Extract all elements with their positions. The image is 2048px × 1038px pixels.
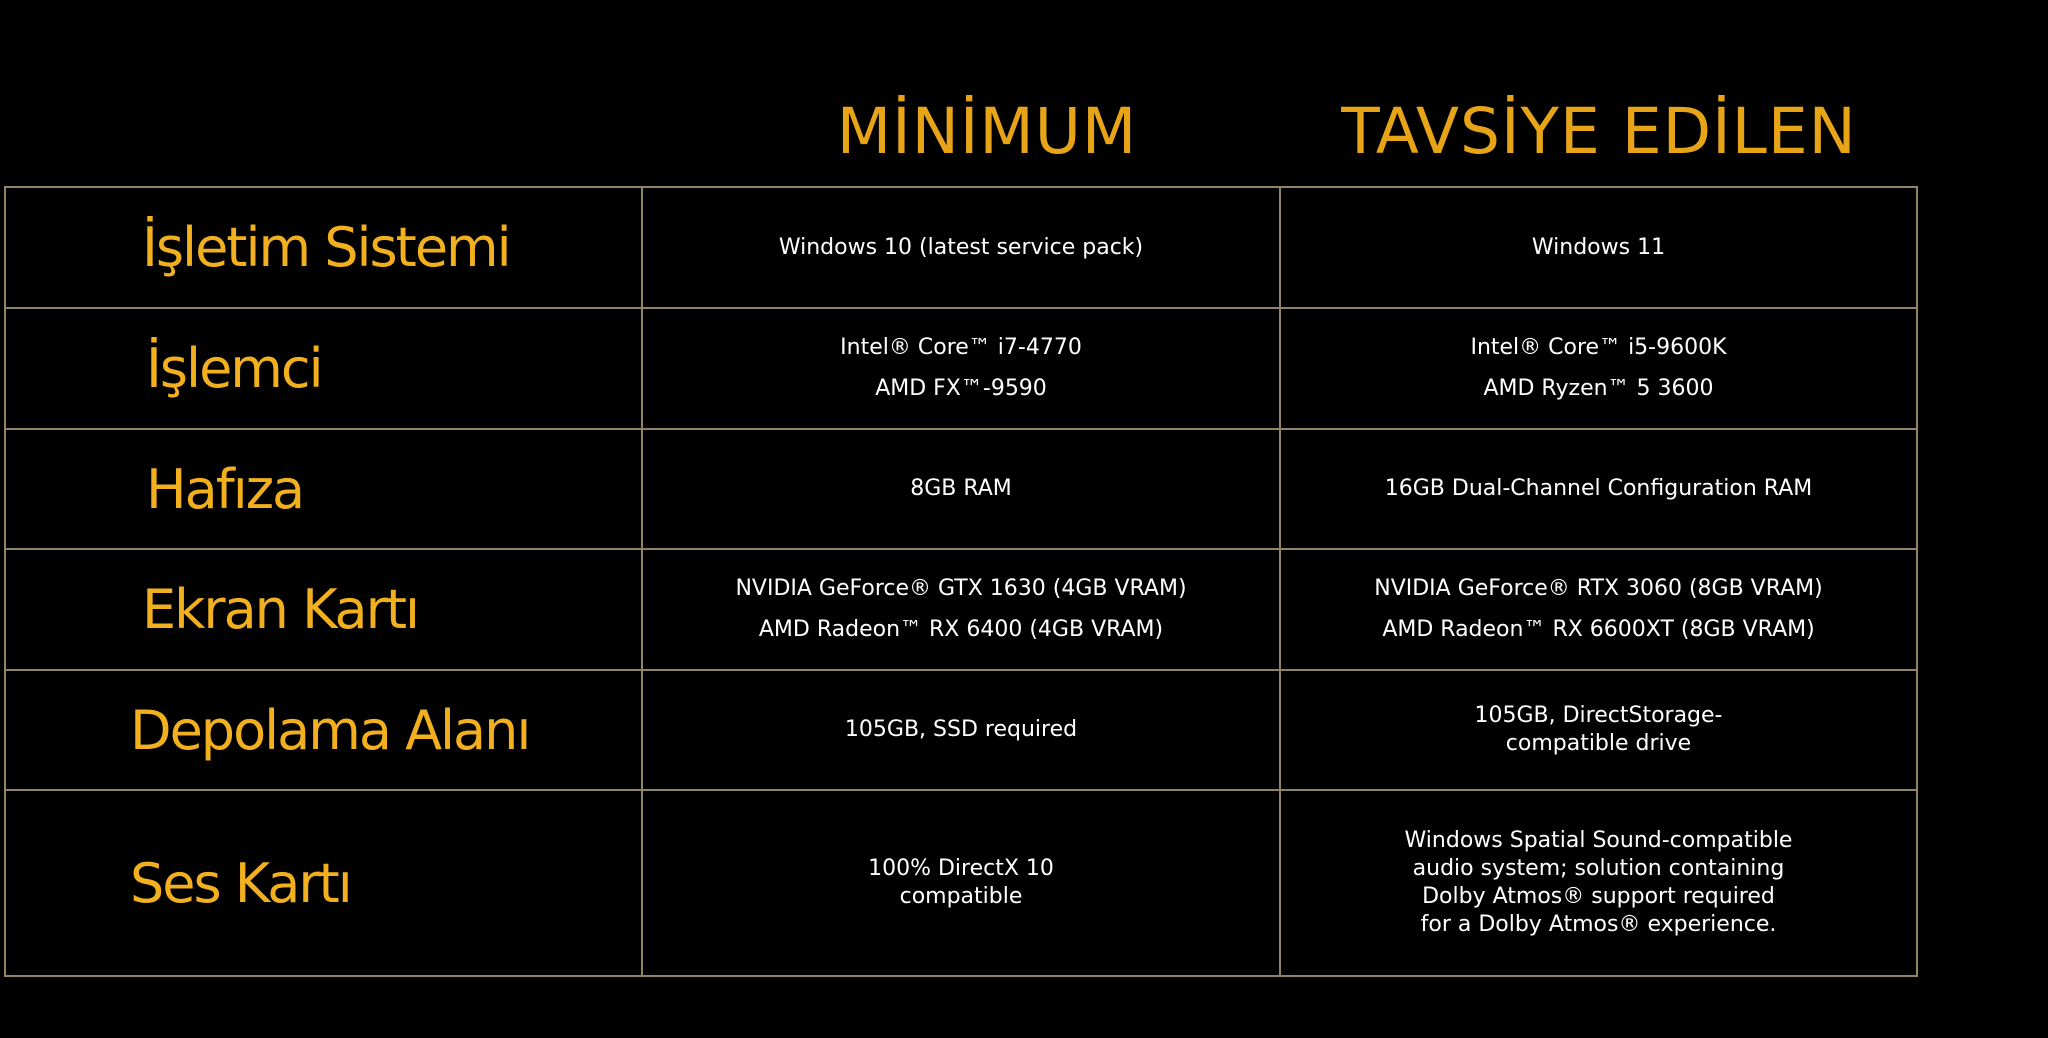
cell-rec-memory [1280,429,1917,549]
table-row-storage [5,670,1917,790]
cell-min-processor [642,308,1280,429]
row-label-graphics: Ekran Kartı [5,549,642,670]
row-label-processor: İşlemci [5,308,642,429]
table-row-memory [5,429,1917,549]
cell-rec-sound [1280,790,1917,976]
row-label-operating-system: İşletim Sistemi [5,187,642,308]
row-label-sound: Ses Kartı [5,790,642,976]
cell-line: AMD Ryzen™ 5 3600 [1483,376,1714,401]
cell-line: Dolby Atmos® support required [1422,884,1775,909]
cell-min-storage [642,670,1280,790]
cell-min-graphics [642,549,1280,670]
cell-line: NVIDIA GeForce® RTX 3060 (8GB VRAM) [1374,576,1823,601]
table-row-processor [5,308,1917,429]
cell-line: NVIDIA GeForce® GTX 1630 (4GB VRAM) [735,576,1187,601]
cell-line: compatible drive [1505,731,1692,756]
cell-rec-storage [1280,670,1917,790]
row-label-storage: Depolama Alanı [5,670,642,790]
cell-line: Windows 10 (latest service pack) [778,234,1144,260]
cell-line: for a Dolby Atmos® experience. [1420,912,1777,937]
cell-line: 100% DirectX 10 [868,856,1054,881]
cell-line: Windows Spatial Sound-compatible [1404,828,1793,853]
table-row-sound [5,790,1917,976]
cell-line: 16GB Dual-Channel Configuration RAM [1384,476,1813,501]
cell-line: audio system; solution containing [1412,856,1785,881]
cell-line: Windows 11 [1531,234,1666,260]
cell-min-operating-system [642,187,1280,308]
recommended-header: TAVSİYE EDİLEN [1341,95,1857,168]
table-row-operating-system [5,187,1917,308]
cell-min-sound [642,790,1280,976]
cell-line: Intel® Core™ i7-4770 [840,335,1082,360]
cell-line: 8GB RAM [910,476,1012,501]
cell-line: AMD FX™-9590 [875,376,1047,401]
cell-line: 105GB, SSD required [844,717,1078,742]
cell-rec-graphics [1280,549,1917,670]
cell-line: AMD Radeon™ RX 6600XT (8GB VRAM) [1382,617,1815,642]
minimum-header: MİNİMUM [836,95,1138,168]
cell-min-memory [642,429,1280,549]
cell-line: 105GB, DirectStorage- [1474,703,1723,728]
row-label-memory: Hafıza [5,429,642,549]
table-row-graphics [5,549,1917,670]
cell-line: Intel® Core™ i5-9600K [1470,335,1727,360]
cell-rec-operating-system [1280,187,1917,308]
system-requirements-table [4,186,1918,977]
cell-line: AMD Radeon™ RX 6400 (4GB VRAM) [758,617,1164,642]
cell-line: compatible [899,884,1023,909]
cell-rec-processor [1280,308,1917,429]
